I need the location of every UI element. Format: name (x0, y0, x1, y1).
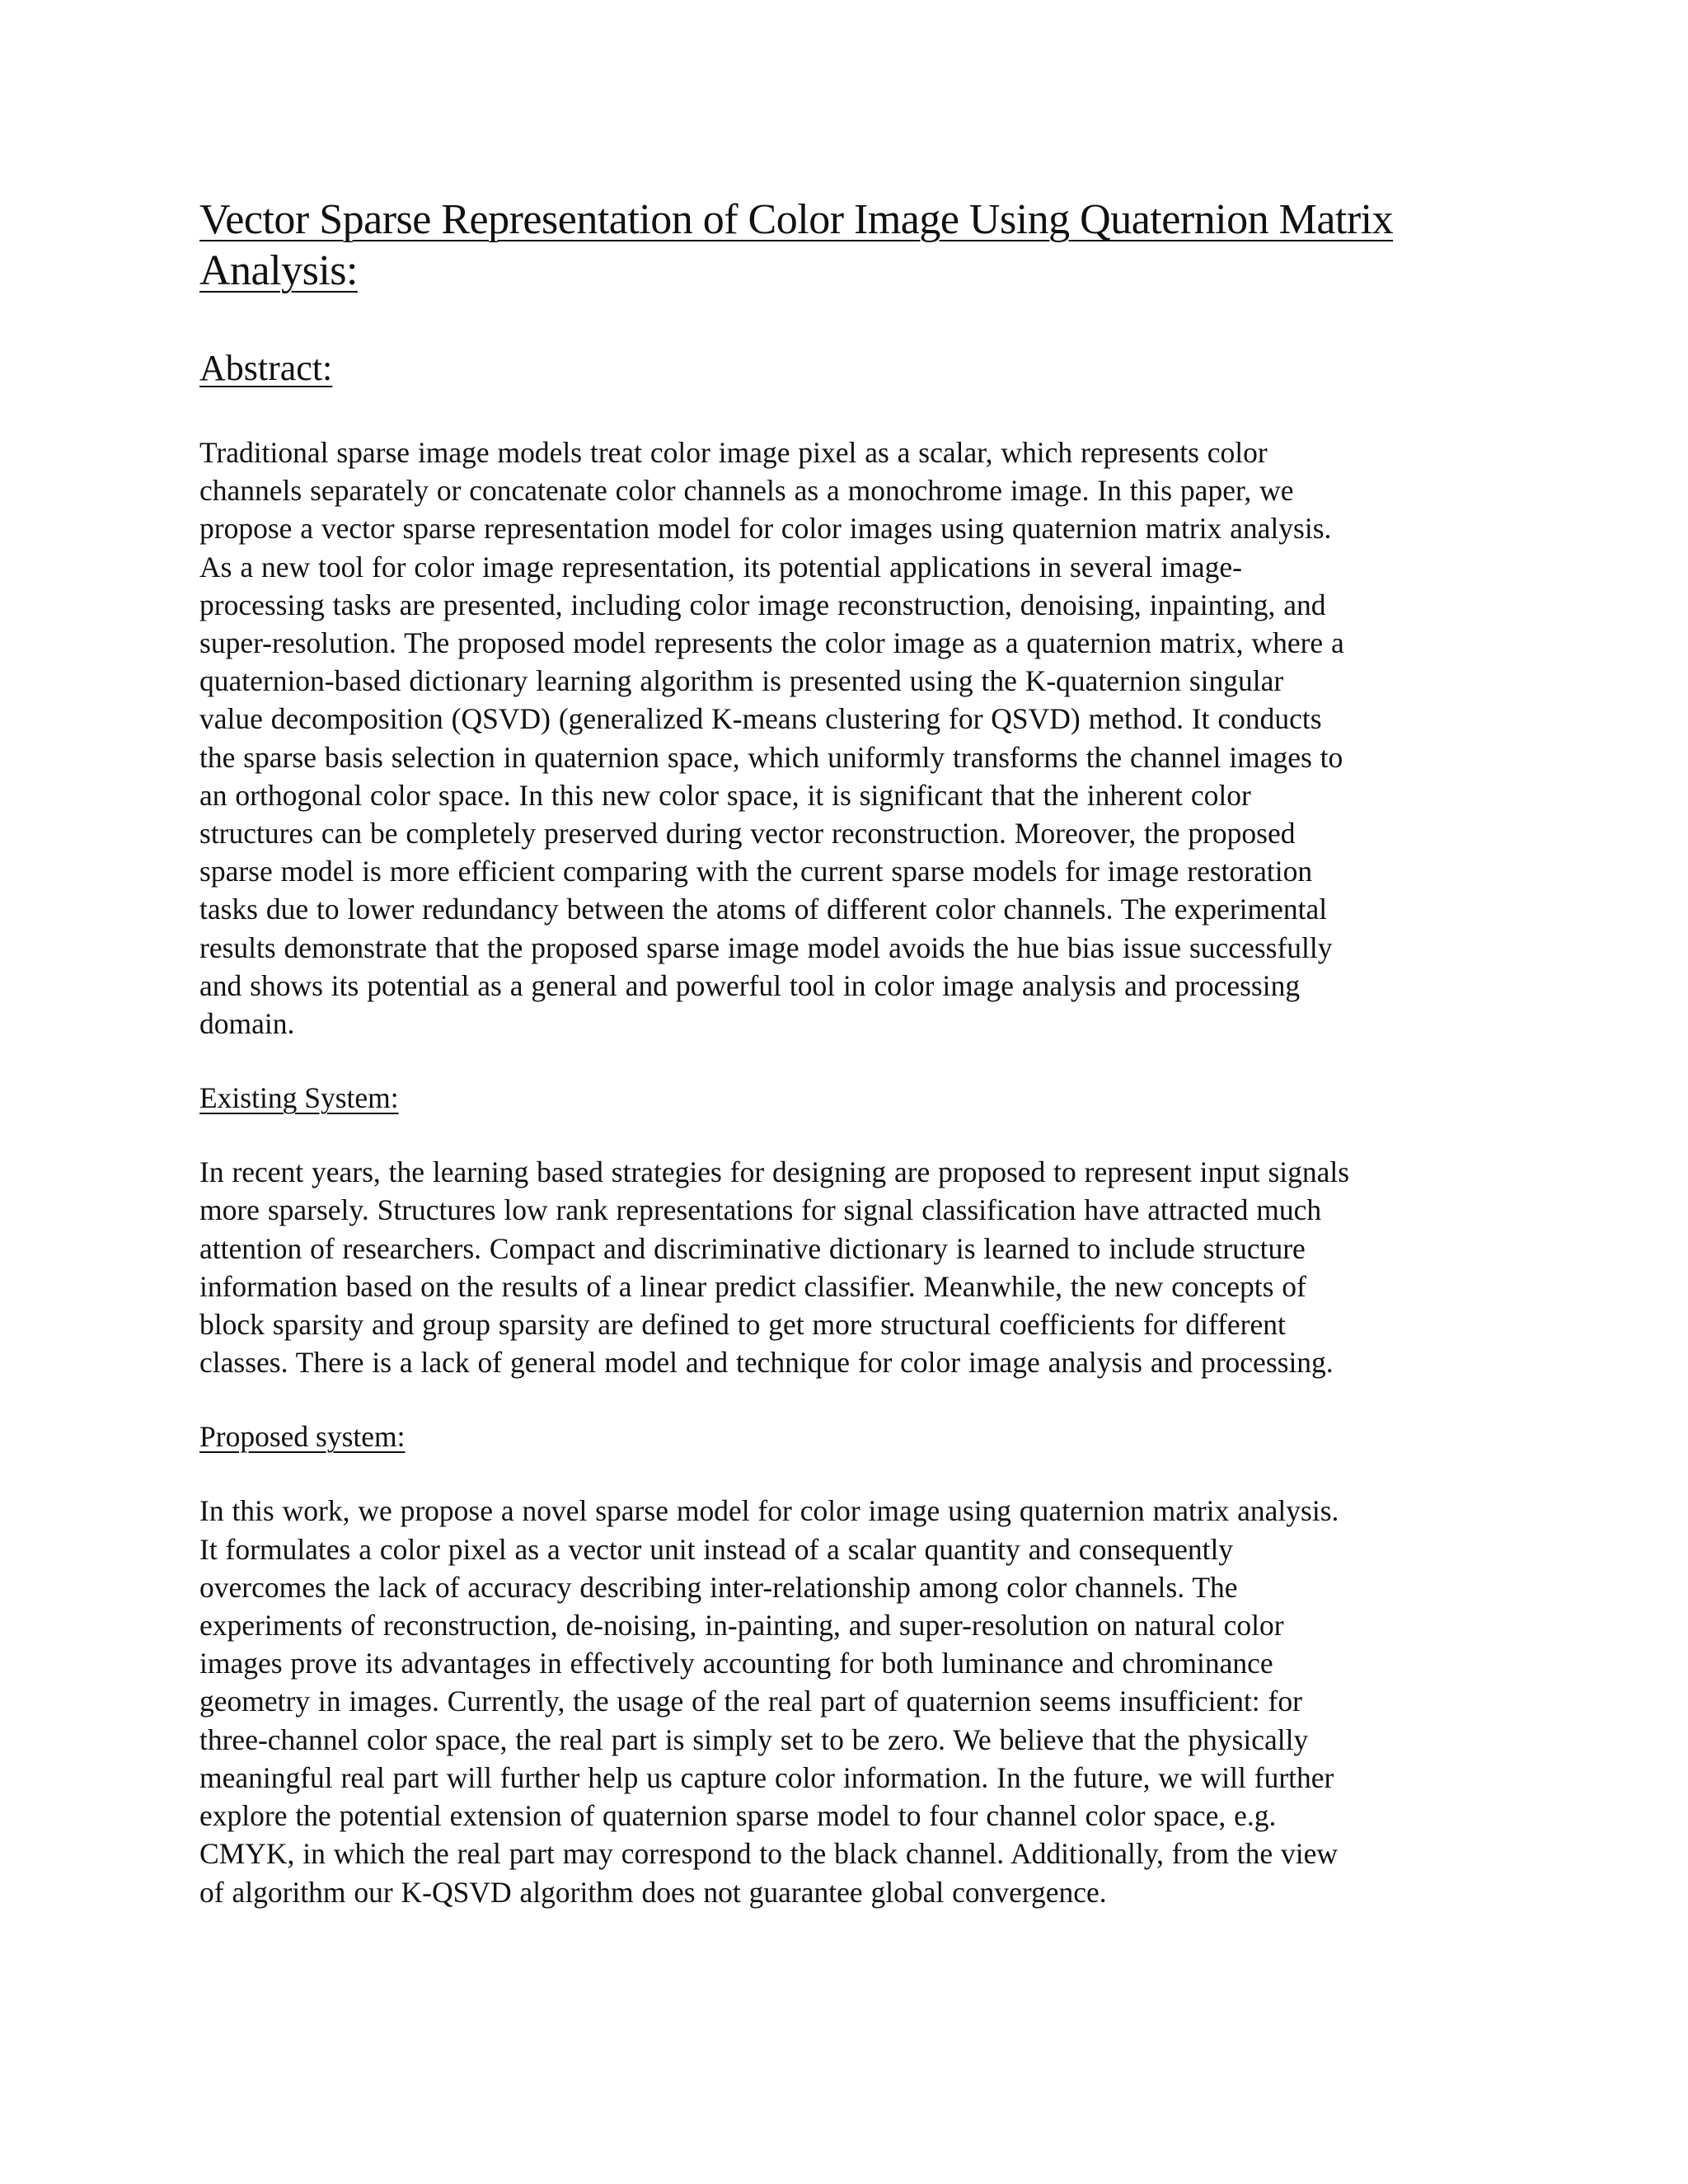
text-line: channels separately or concatenate color channels as a monochrome image. In this paper, we (199, 474, 1294, 508)
text-line: processing tasks are presented, including color image reconstruction, denoising, inpainting, and (199, 588, 1326, 621)
abstract-paragraph (199, 434, 1485, 1043)
text-line: block sparsity and group sparsity are defined to get more structural coefficients for different (199, 1308, 1286, 1342)
text-line: overcomes the lack of accuracy describing inter-relationship among color channels. The (199, 1570, 1238, 1604)
text-line: images prove its advantages in effectively accounting for both luminance and chrominance (199, 1647, 1273, 1680)
text-line: explore the potential extension of quaternion sparse model to four channel color space, e.g. (199, 1799, 1277, 1833)
text-line: geometry in images. Currently, the usage of the real part of quaternion seems insufficient: for (199, 1685, 1302, 1718)
text-line: results demonstrate that the proposed sparse image model avoids the hue bias issue successfully (199, 930, 1333, 964)
text-line: tasks due to lower redundancy between the atoms of different color channels. The experimental (199, 893, 1328, 926)
text-line: propose a vector sparse representation model for color images using quaternion matrix analysis. (199, 512, 1332, 546)
document-title: Vector Sparse Representation of Color Image Using Quaternion Matrix Analysis: (199, 196, 1394, 294)
document-content (199, 194, 1485, 1911)
existing-system-heading: Existing System: (199, 1081, 399, 1115)
text-line: domain. (199, 1007, 295, 1041)
text-line: In this work, we propose a novel sparse model for color image using quaternion matrix analysis. (199, 1494, 1339, 1528)
proposed-system-heading: Proposed system: (199, 1420, 406, 1454)
text-line: value decomposition (QSVD) (generalized K-means clustering for QSVD) method. It conducts (199, 702, 1322, 736)
text-line: super-resolution. The proposed model represents the color image as a quaternion matrix, where a (199, 626, 1344, 660)
abstract-heading: Abstract: (199, 348, 333, 388)
text-line: Traditional sparse image models treat color image pixel as a scalar, which represents color (199, 436, 1268, 469)
text-line: quaternion-based dictionary learning algorithm is presented using the K-quaternion singular (199, 664, 1284, 698)
text-line: information based on the results of a linear predict classifier. Meanwhile, the new concepts of (199, 1269, 1306, 1303)
text-line: In recent years, the learning based strategies for designing are proposed to represent input signals (199, 1155, 1350, 1189)
text-line: three-channel color space, the real part is simply set to be zero. We believe that the physically (199, 1722, 1309, 1756)
text-line: sparse model is more efficient comparing with the current sparse models for image restoration (199, 855, 1313, 888)
text-line: It formulates a color pixel as a vector unit instead of a scalar quantity and consequently (199, 1532, 1234, 1566)
existing-system-paragraph (199, 1153, 1485, 1381)
text-line: of algorithm our K-QSVD algorithm does not guarantee global convergence. (199, 1875, 1107, 1909)
text-line: CMYK, in which the real part may correspond to the black channel. Additionally, from the view (199, 1837, 1339, 1871)
text-line: and shows its potential as a general and powerful tool in color image analysis and processing (199, 968, 1301, 1002)
text-line: As a new tool for color image representation, its potential applications in several image- (199, 550, 1242, 583)
text-line: more sparsely. Structures low rank representations for signal classification have attracted much (199, 1193, 1322, 1227)
text-line: classes. There is a lack of general model and technique for color image analysis and processing. (199, 1346, 1334, 1380)
text-line: meaningful real part will further help us capture color information. In the future, we will further (199, 1760, 1334, 1794)
proposed-system-paragraph (199, 1492, 1485, 1910)
text-line: an orthogonal color space. In this new color space, it is significant that the inherent color (199, 778, 1251, 812)
text-line: attention of researchers. Compact and discriminative dictionary is learned to include structure (199, 1231, 1306, 1265)
text-line: the sparse basis selection in quaternion space, which uniformly transforms the channel images to (199, 740, 1343, 774)
text-line: structures can be completely preserved during vector reconstruction. Moreover, the proposed (199, 817, 1296, 851)
text-line: experiments of reconstruction, de-noising, in-painting, and super-resolution on natural color (199, 1609, 1284, 1643)
